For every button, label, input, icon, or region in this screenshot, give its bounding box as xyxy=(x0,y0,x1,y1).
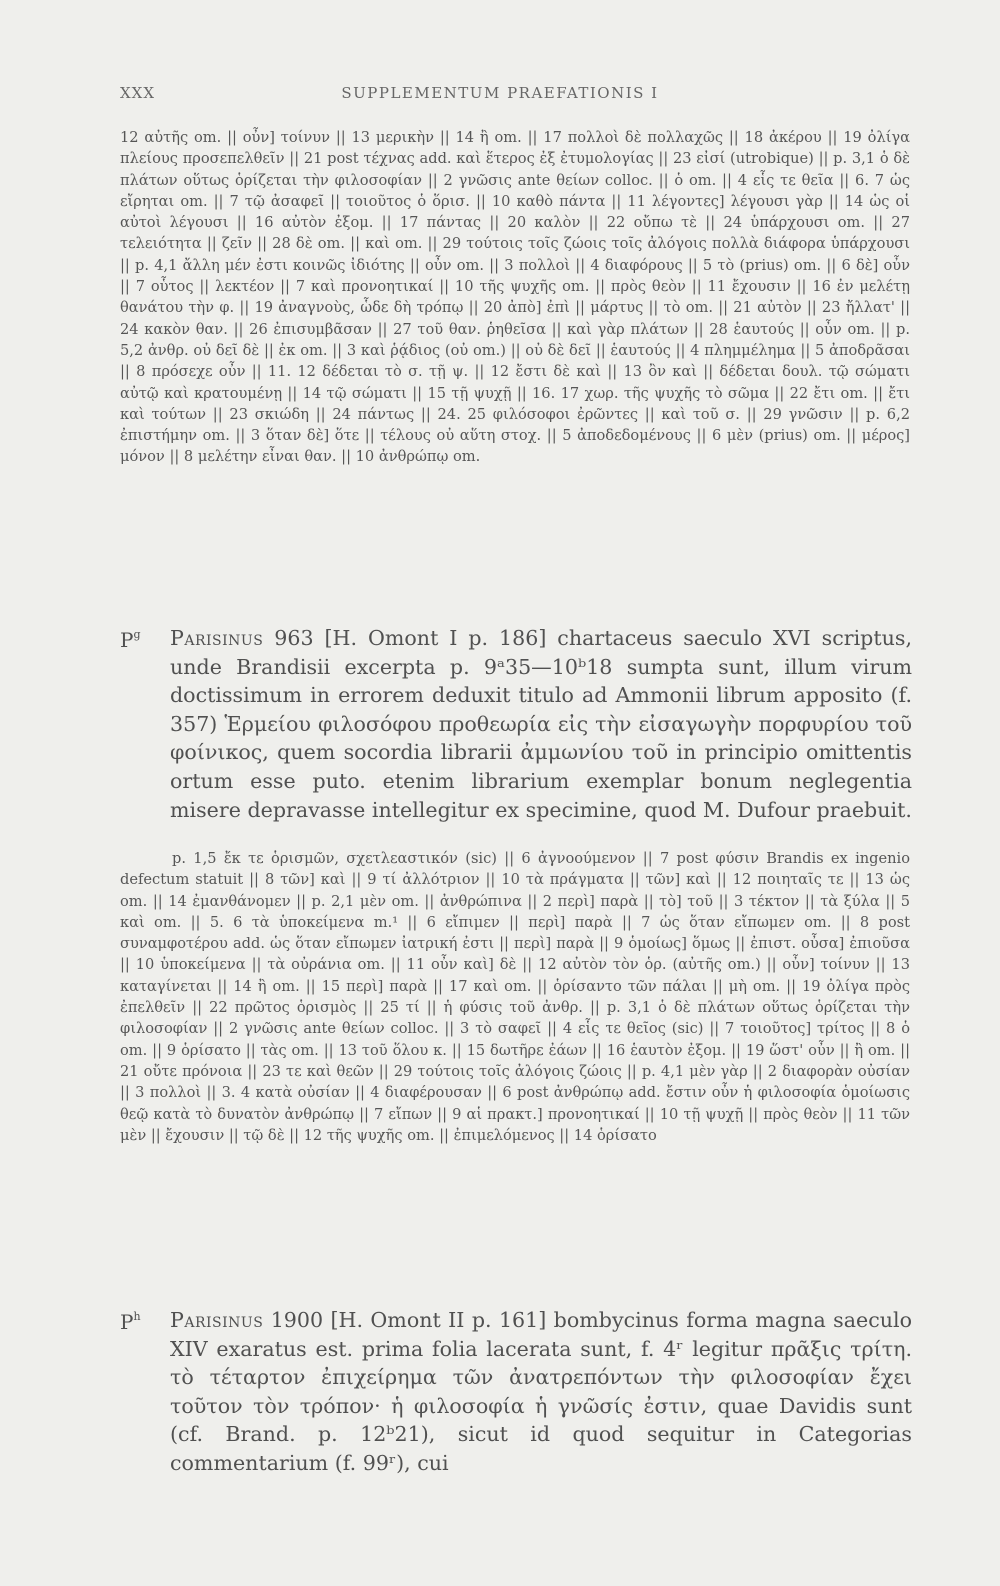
manuscript-pg-text xyxy=(170,624,912,824)
siglum-ph-sup: h xyxy=(133,1310,141,1323)
running-title: SUPPLEMENTUM PRAEFATIONIS I xyxy=(341,84,659,102)
page-number: XXX xyxy=(120,84,156,102)
manuscript-ph-text xyxy=(170,1306,912,1478)
critical-apparatus-1 xyxy=(120,127,910,468)
manuscript-ph-name: Parisinus xyxy=(170,1308,264,1332)
critical-apparatus-2 xyxy=(120,848,910,1146)
page-header xyxy=(120,84,880,108)
apparatus-text-1: 12 αὐτῆς om. || οὖν] τοίνυν || 13 μερικὴν || 14 ἢ om. || 17 πολλοὶ δὲ πολλαχῶς || 18 ἀκέρου || 19 ὀλίγα πλείους προσεπελθεῖν || 21 post τέχνας add. καὶ ἕτερος ἐξ ἐτυμολογίας || 23 εἰσί (utrobique) || p. 3,1 ὁ δὲ πλάτων οὕτως ὁρίζεται τὴν φιλοσοφίαν || 2 γνῶσις ante θείων colloc. || ὁ om. || 4 εἷς τε θεῖα || 6. 7 ὡς εἴρηται om. || 7 τῷ ἀσαφεῖ || τοιοῦτος ὁ ὅρισ. || 10 καθὸ πάντα || 11 λέγοντες] λέγουσι γὰρ || 14 ὡς οἱ αὐτοὶ λέγουσι || 16 αὐτὸν ἐξομ. || 17 πάντας || 20 καλὸν || 22 οὔπω τὲ || 24 ὑπάρχουσι om. || 27 τελειότητα || ζεῖν || 28 δὲ om. || καὶ om. || 29 τούτοις τοῖς ζώοις τοῖς ἀλόγοις πολλὰ διάφορα ὑπάρχουσι || p. 4,1 ἄλλη μέν ἐστι κοινῶς ἰδιότης || οὖν om. || 3 πολλοὶ || 4 διαφόρους || 5 τὸ (prius) om. || 6 δὲ] οὖν || 7 οὗτος || λεκτέον || 7 καὶ προνοητικαί || 10 τῆς ψυχῆς om. || πρὸς θεὸν || 11 ἔχουσιν || 16 ἐν μελέτῃ θανάτου τὴν φ. || 19 ἀναγνοὺς, ὧδε δὴ τρόπῳ || 20 ἀπὸ] ἐπὶ || μάρτυς || τὸ om. || 21 αὐτὸν || 23 ἤλλατ' || 24 κακὸν θαν. || 26 ἐπισυμβᾶσαν || 27 τοῦ θαν. ῥηθεῖσα || καὶ γὰρ πλάτων || 28 ἑαυτούς || οὖν om. || p. 5,2 ἀνθρ. οὐ δεῖ δὲ || ἐκ om. || 3 καὶ ῥᾴδιος (οὐ om.) || οὐ δὲ δεῖ || ἑαυτούς || 4 πλημμέλημα || 5 ἀποδρᾶσαι || 8 πρόσεχε οὖν || 11. 12 δέδεται τὸ σ. τῇ ψ. || 12 ἔστι δὲ καὶ || 13 ὂν καὶ || δέδεται δουλ. τῷ σώματι αὐτῷ καὶ κρατουμένῃ || 14 τῷ σώματι || 15 τῇ ψυχῇ || 16. 17 χωρ. τῆς ψυχῆς τὸ σῶμα || 22 ἔτι om. || ἔτι καὶ τούτων || 23 σκιώδη || 24 πάντως || 24. 25 φιλόσοφοι ἐρῶντες || καὶ τοῦ σ. || 29 γνῶσιν || p. 6,2 ἐπιστήμην om. || 3 ὅταν δὲ] ὅτε || τέλους οὐ αὕτη στοχ. || 5 ἀποδεδομένους || 6 μὲν (prius) om. || μέρος] μόνον || 8 μελέτην εἶναι θαν. || 10 ἀνθρώπῳ om. xyxy=(120,129,910,466)
manuscript-pg-name: Parisinus xyxy=(170,626,264,650)
siglum-pg-sup: g xyxy=(133,628,141,641)
siglum-pg xyxy=(120,628,141,652)
apparatus-text-2: p. 1,5 ἔκ τε ὁρισμῶν, σχετλεαστικόν (sic) || 6 ἀγνοούμενον || 7 post φύσιν Brandis ex ingenio defectum statuit || 8 τῶν] καὶ || 9 τί ἀλλότριον || 10 τὰ πράγματα || τῶν] καὶ || 12 ποιηταῖς τε || 13 ὡς om. || 14 ἐμανθάνομεν || p. 2,1 μὲν om. || ἀνθρώπινα || 2 περὶ] παρὰ || τὸ] τοῦ || 3 τέκτον || τὰ ξύλα || 5 καὶ om. || 5. 6 τὰ ὑποκείμενα m.¹ || 6 εἴπιμεν || περὶ] παρὰ || 7 ὡς ὅταν εἴπωμεν om. || 8 post συναμφοτέρου add. ὡς ὅταν εἴπωμεν ἰατρική ἐστι || περὶ] παρὰ || 9 ὁμοίως] ὅμως || ἐπιστ. οὖσα] ἐπιοῦσα || 10 ὑποκείμενα || τὰ οὐράνια om. || 11 οὖν καὶ] δὲ || 12 αὐτὸν τὸν ὁρ. (αὐτῆς om.) || οὖν] τοίνυν || 13 καταγίνεται || 14 ἢ om. || 15 περὶ] παρὰ || 17 καὶ om. || ὁρίσαντο τῶν πάλαι || μὴ om. || 19 ὀλίγα πρὸς ἐπελθεῖν || 22 πρῶτος ὁρισμὸς || 25 τί || ἡ φύσις τοῦ ἀνθρ. || p. 3,1 ὁ δὲ πλάτων οὕτως ὁρίζεται τὴν φιλοσοφίαν || 2 γνῶσις ante θείων colloc. || 3 τὸ σαφεῖ || 4 εἷς τε θεῖος (sic) || 7 τοιοῦτος] τρίτος || 8 ὁ om. || 9 ὁρίσατο || τὰς om. || 13 τοῦ ὅλου κ. || 15 δωτῆρε ἐάων || 16 ἑαυτὸν ἐξομ. || 19 ὥστ' οὖν || ἢ om. || 21 οὔτε πρόνοια || 23 τε καὶ θεῶν || 29 τούτοις τοῖς ἀλόγοις ζώοις || p. 4,1 μὲν γὰρ || 2 διαφορὰν οὐσίαν || 3 πολλοὶ || 3. 4 κατὰ οὐσίαν || 4 διαφέρουσαν || 6 post ἀνθρώπῳ add. ἔστιν οὖν ἡ φιλοσοφία ὁμοίωσις θεῷ κατὰ τὸ δυνατὸν ἀνθρώπῳ || 7 εἴπων || 9 αἱ πρακτ.] προνοητικαί || 10 τῇ ψυχῇ || πρὸς θεὸν || 11 τῶν μὲν || ἔχουσιν || τῷ δὲ || 12 τῆς ψυχῆς om. || ἐπιμελόμενος || 14 ὁρίσατο xyxy=(120,850,910,1144)
siglum-ph-letter: P xyxy=(120,1310,134,1334)
manuscript-pg-description: 963 [H. Omont I p. 186] chartaceus saeculo XVI scriptus, unde Brandisii excerpta p. 9ᵃ35—10ᵇ18 sumpta sunt, illum virum doctissimum in errorem deduxit titulo ad Ammonii librum apposito (f. 357) Ἑρμείου φιλοσόφου προθεωρία εἰς τὴν εἰσαγωγὴν πορφυρίου τοῦ φοίνικος, quem socordia librarii ἀμμωνίου τοῦ in principio omittentis ortum esse puto. etenim librarium exemplar bonum neglegentia misere depravasse intellegitur ex specimine, quod M. Dufour praebuit. xyxy=(170,626,913,822)
manuscript-pg-section xyxy=(170,624,912,824)
manuscript-ph-section xyxy=(170,1306,912,1478)
manuscript-ph-description: 1900 [H. Omont II p. 161] bombycinus forma magna saeculo XIV exaratus est. prima folia lacerata sunt, f. 4ʳ legitur πρᾶξις τρίτη. τὸ τέταρτον ἐπιχείρημα τῶν ἀνατρεπόντων τὴν φιλοσοφίαν ἔχει τοῦτον τὸν τρόπον· ἡ φιλοσοφία ἡ γνῶσίς ἐστιν, quae Davidis sunt (cf. Brand. p. 12ᵇ21), sicut id quod sequitur in Categorias commentarium (f. 99ʳ), cui xyxy=(170,1308,912,1475)
siglum-pg-letter: P xyxy=(120,628,134,652)
siglum-ph xyxy=(120,1310,141,1334)
